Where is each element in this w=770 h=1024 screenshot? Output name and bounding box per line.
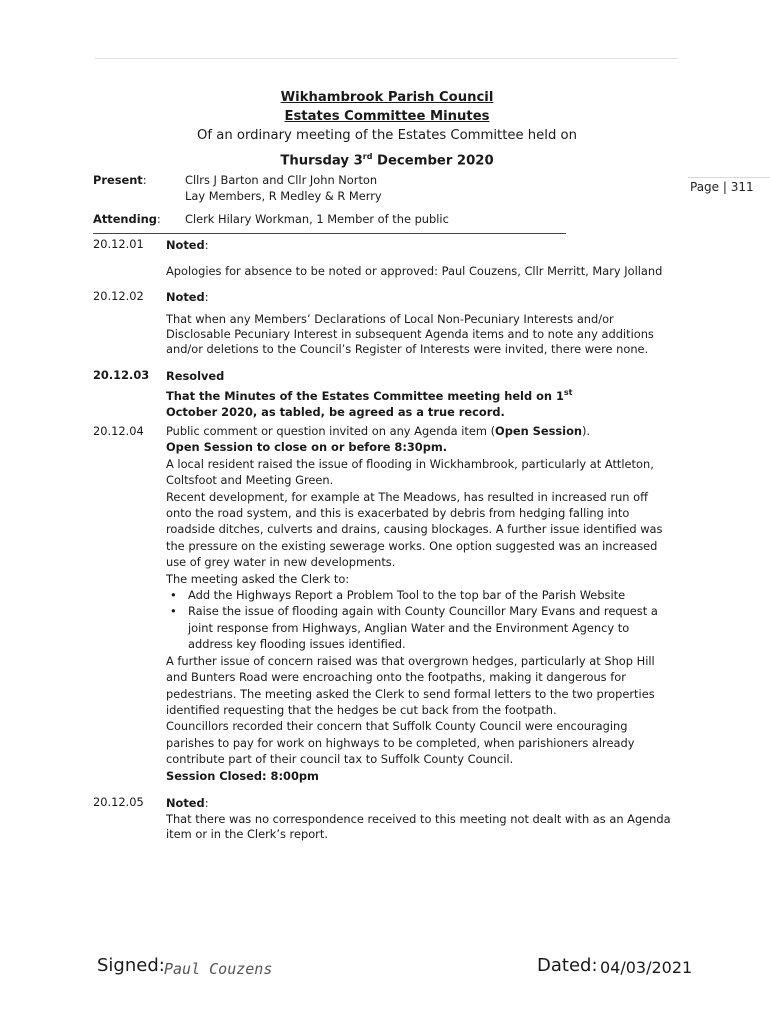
list-item: • Add the Highways Report a Problem Tool to the top bar of the Parish Website (188, 587, 666, 603)
item-text: Apologies for absence to be noted or approved: Paul Couzens, Cllr Merritt, Mary Jolland (166, 264, 663, 278)
item-intro: Public comment or question invited on any Agenda item (Open Session). (166, 424, 591, 438)
item-text: That there was no correspondence received to this meeting not dealt with as an Agenda item or in the Clerk’s report. (166, 812, 671, 841)
session-close-time: Open Session to close on or before 8:30pm. (166, 440, 448, 455)
item-heading: Noted: (166, 796, 209, 810)
top-divider (95, 58, 678, 59)
item-number: 20.12.04 (93, 424, 144, 438)
page-number: Page | 311 (690, 180, 754, 194)
signature: Paul Couzens (164, 960, 273, 978)
item-heading: Noted: (166, 238, 209, 252)
session-closed: Session Closed: 8:00pm (166, 768, 319, 783)
paragraph: A further issue of concern raised was that overgrown hedges, particularly at Shop Hill and Bunters Road were encroaching onto the footpaths, making it dangerous for pedestrians. The meeting asked the Clerk to send formal letters to the two properties identified requesting that the hedges be cut back from the footpath. (166, 653, 655, 717)
paragraph: The meeting asked the Clerk to: (166, 571, 350, 586)
present-label: Present: (93, 173, 147, 187)
item-heading: Resolved (166, 369, 225, 383)
dated-label: Dated: (537, 955, 598, 976)
paragraph: A local resident raised the issue of flooding in Wickhambrook, particularly at Attleton, Coltsfoot and Meeting Green. (166, 456, 654, 488)
item-number: 20.12.05 (93, 795, 144, 809)
page-number-rule (688, 177, 770, 178)
signed-date: 04/03/2021 (600, 958, 693, 977)
item-text: That when any Members’ Declarations of Local Non-Pecuniary Interests and/or Disclosable Pecuniary Interest in subsequent Agenda items and to note any additions and/or deletions to the Council’s Register of Interests were invited, there were none. (166, 312, 654, 356)
council-name: Wikhambrook Parish Council (280, 90, 494, 105)
paragraph: Councillors recorded their concern that Suffolk County Council were encouraging parishes to pay for work on highways to be completed, when parishioners already contribute part of their council tax to Suffolk County Council. (166, 719, 635, 767)
signed-label: Signed: (97, 955, 165, 976)
item-heading: Noted: (166, 290, 209, 304)
document-header (150, 88, 624, 172)
paragraph: Recent development, for example at The Meadows, has resulted in increased run off onto the road system, and this is exacerbated by debris from hedging falling into roadside ditches, culverts and drains, causing blockages. A further issue identified was the pressure on the existing sewerage works. One option suggested was an increased use of grey water in new developments. (166, 489, 663, 570)
meeting-date: Thursday 3rd December 2020 (280, 152, 494, 169)
section-divider (93, 233, 566, 234)
action-list (166, 587, 666, 653)
item-text: That the Minutes of the Estates Committee meeting held on 1st October 2020, as tabled, be agreed as a true record. (166, 388, 573, 419)
meeting-subtitle: Of an ordinary meeting of the Estates Committee held on (197, 128, 577, 143)
attending-label: Attending: (93, 212, 161, 226)
document-title: Estates Committee Minutes (284, 109, 490, 124)
item-number: 20.12.01 (93, 237, 144, 251)
open-session-block (166, 423, 666, 784)
attending-value: Clerk Hilary Workman, 1 Member of the public (185, 212, 449, 226)
item-number: 20.12.03 (93, 368, 150, 382)
present-list: Cllrs J Barton and Cllr John Norton Lay Members, R Medley & R Merry (185, 173, 382, 204)
item-number: 20.12.02 (93, 289, 144, 303)
list-item: • Raise the issue of flooding again with County Councillor Mary Evans and request a joint response from Highways, Anglian Water and the Environment Agency to address key flooding issues identified. (188, 603, 666, 652)
